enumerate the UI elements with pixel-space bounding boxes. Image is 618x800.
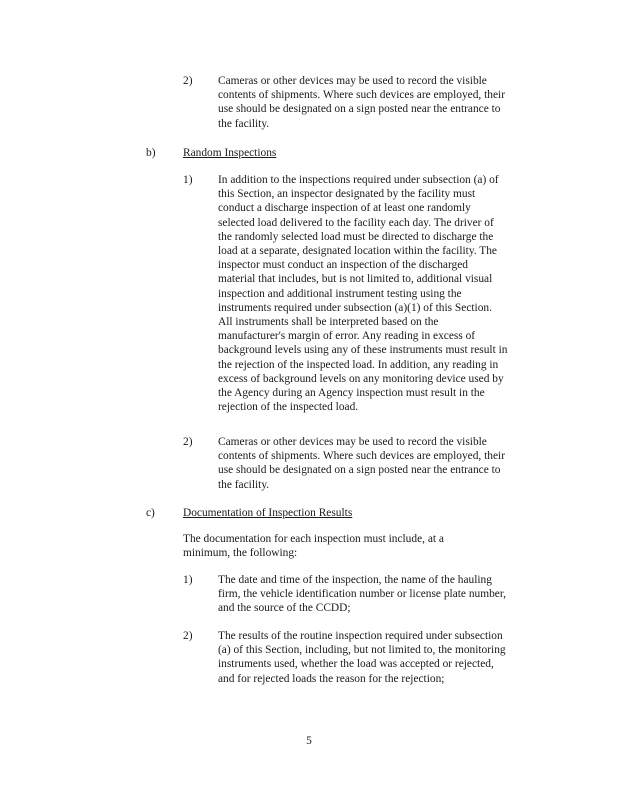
item-text: Cameras or other devices may be used to record the visible contents of shipments. Where such devices are employed, their use should be designated on a sign posted near the entrance to the facility. [218, 75, 505, 130]
item-number: 2) [183, 436, 193, 448]
item-text: In addition to the inspections required under subsection (a) of this Section, an inspector designated by the facility must conduct a discharge inspection of at least one randomly selected load delivered to the facility each day. The driver of the randomly selected load must be directed to discharge the load at a separate, designated location within the facility. The inspector must conduct an inspection of the discharged material that includes, but is not limited to, additional visual inspection and additional instrument testing using the instruments required under subsection (a)(1) of this Section. All instruments shall be interpreted based on the manufacturer's margin of error. Any reading in excess of background levels using any of these instruments must result in the rejection of the inspected load. In addition, any reading in excess of background levels on any monitoring device used by the Agency during an Agency inspection must result in the rejection of the inspected load. [218, 174, 508, 414]
item-number: 1) [183, 174, 193, 186]
section-heading: Documentation of Inspection Results [183, 507, 353, 519]
section-heading: Random Inspections [183, 147, 277, 159]
item-number: 2) [183, 75, 193, 87]
item-number: 1) [183, 574, 193, 586]
section-intro: The documentation for each inspection must include, at a minimum, the following: [183, 533, 444, 560]
section-label: c) [146, 507, 155, 519]
item-text: The date and time of the inspection, the name of the hauling firm, the vehicle identification number or license plate number, and the source of the CCDD; [218, 574, 507, 615]
page-number: 5 [306, 735, 312, 747]
item-text: Cameras or other devices may be used to record the visible contents of shipments. Where such devices are employed, their use should be designated on a sign posted near the entrance to the facility. [218, 436, 505, 491]
item-text: The results of the routine inspection required under subsection (a) of this Section, including, but not limited to, the monitoring instruments used, whether the load was accepted or rejected, and for rejected loads the reason for the rejection; [218, 630, 506, 685]
item-number: 2) [183, 630, 193, 642]
section-label: b) [146, 147, 156, 159]
